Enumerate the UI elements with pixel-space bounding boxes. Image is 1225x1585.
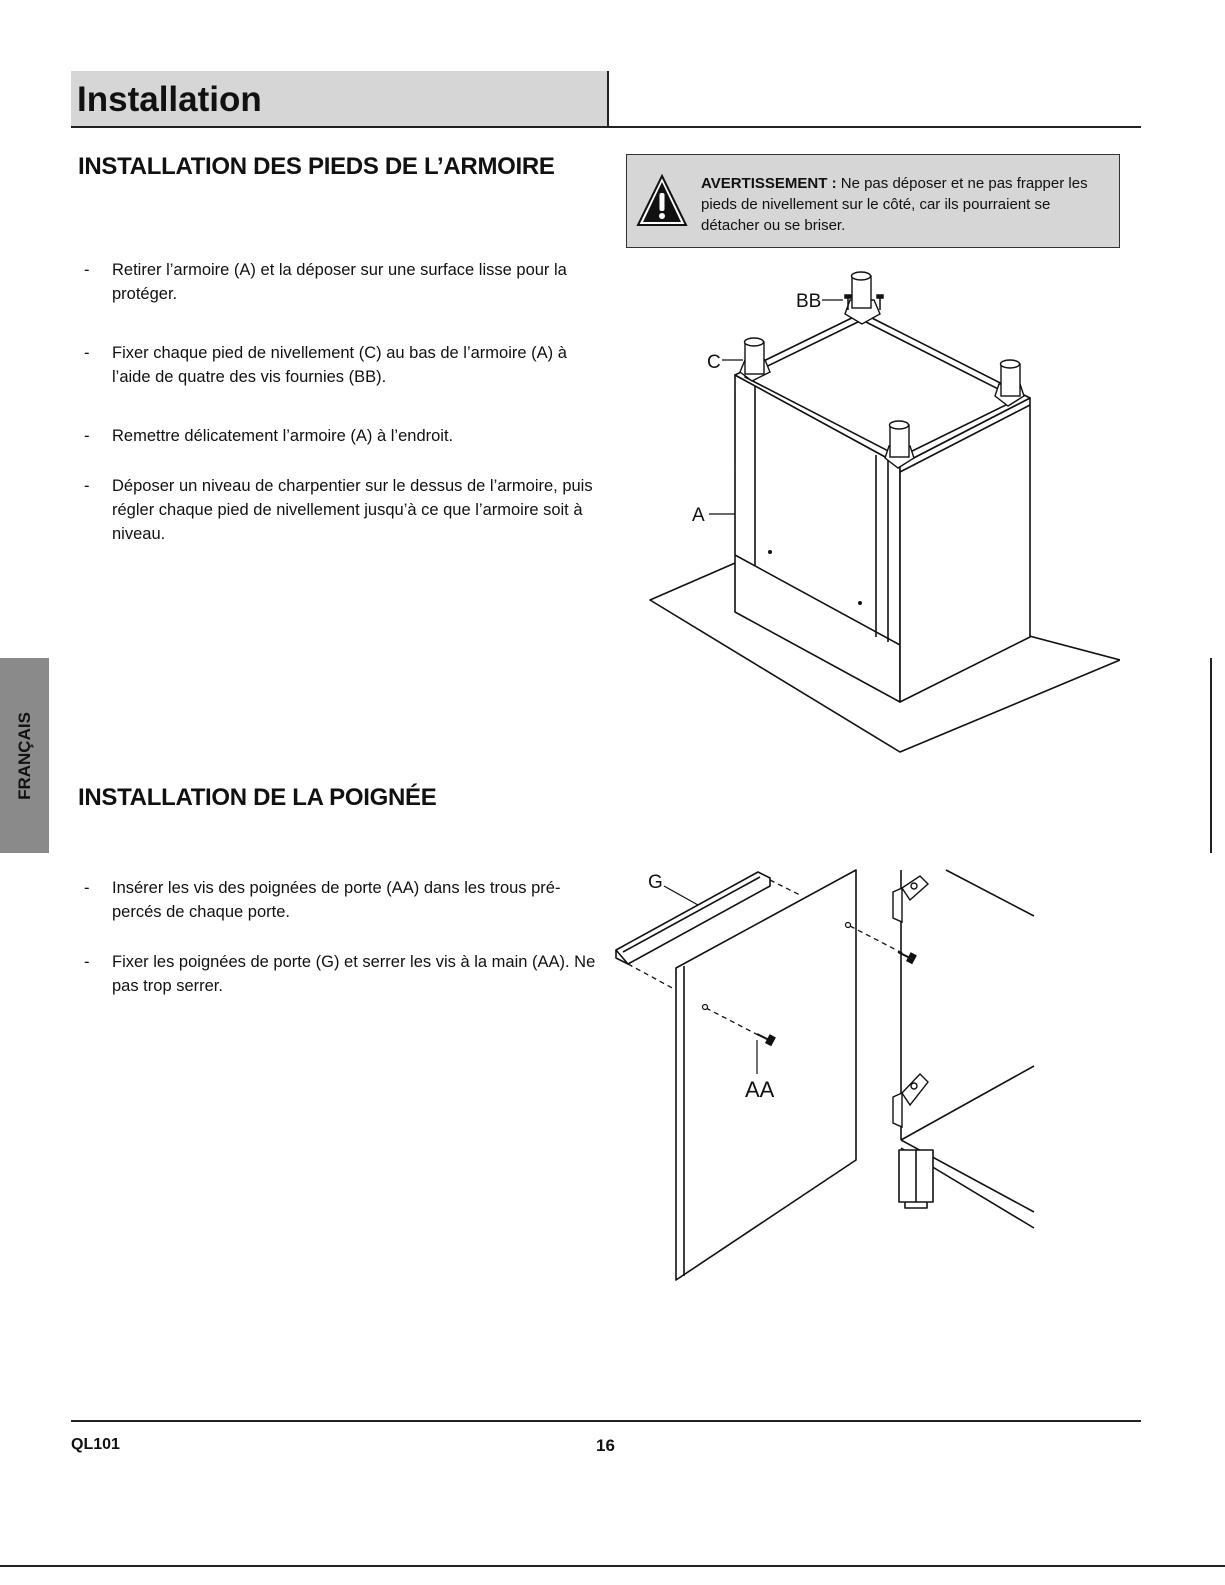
- header-rule: [71, 126, 1141, 128]
- edge-marker: [1210, 658, 1212, 853]
- language-tab: [0, 658, 49, 853]
- warning-text: [701, 173, 1106, 236]
- step-item: - Insérer les vis des poignées de porte (AA) dans les trous pré-percés de chaque porte.: [84, 876, 604, 924]
- language-tab-label: FRANÇAIS: [14, 711, 34, 800]
- section-title-handle: INSTALLATION DE LA POIGNÉE: [78, 784, 437, 811]
- label-bb: BB: [796, 291, 822, 312]
- footer-model-code: QL101: [71, 1436, 120, 1453]
- handle-installation-figure: [610, 860, 1040, 1290]
- step-item: - Remettre délicatement l’armoire (A) à l’endroit.: [84, 424, 604, 448]
- step-text: Fixer les poignées de porte (G) et serrer les vis à la main (AA). Ne pas trop serrer.: [112, 953, 596, 995]
- label-g: G: [648, 872, 663, 893]
- step-text: Retirer l’armoire (A) et la déposer sur une surface lisse pour la protéger.: [112, 261, 567, 303]
- page-title: Installation: [77, 80, 262, 119]
- warning-label: AVERTISSEMENT :: [701, 175, 837, 192]
- step-text: Insérer les vis des poignées de porte (AA) dans les trous pré-percés de chaque porte.: [112, 879, 561, 921]
- label-a: A: [692, 505, 705, 526]
- step-item: - Déposer un niveau de charpentier sur le dessus de l’armoire, puis régler chaque pied de nivellement jusqu’à ce que l’armoire soit à niveau.: [84, 474, 606, 546]
- footer-rule: [71, 1420, 1141, 1422]
- bottom-rule: [0, 1565, 1225, 1567]
- step-item: - Retirer l’armoire (A) et la déposer sur une surface lisse pour la protéger.: [84, 258, 604, 306]
- header-bar: [71, 71, 609, 126]
- label-c: C: [707, 352, 721, 373]
- label-aa: AA: [745, 1077, 775, 1102]
- warning-box: [626, 154, 1120, 248]
- warning-triangle-icon: [635, 173, 689, 229]
- step-item: - Fixer chaque pied de nivellement (C) au bas de l’armoire (A) à l’aide de quatre des vis fournies (BB).: [84, 341, 604, 389]
- page-number: 16: [596, 1436, 615, 1455]
- step-text: Remettre délicatement l’armoire (A) à l’endroit.: [112, 427, 454, 445]
- step-text: Fixer chaque pied de nivellement (C) au bas de l’armoire (A) à l’aide de quatre des vis fournies (BB).: [112, 344, 567, 386]
- cabinet-legs-figure: [640, 260, 1120, 760]
- step-text: Déposer un niveau de charpentier sur le dessus de l’armoire, puis régler chaque pied de nivellement jusqu’à ce que l’armoire soit à niveau.: [112, 477, 593, 543]
- step-item: - Fixer les poignées de porte (G) et serrer les vis à la main (AA). Ne pas trop serrer.: [84, 950, 604, 998]
- section-title-legs: INSTALLATION DES PIEDS DE L’ARMOIRE: [78, 153, 555, 180]
- warning-message: Ne pas déposer et ne pas frapper les pieds de nivellement sur le côté, car ils pourraient se détacher ou se briser.: [701, 175, 1088, 234]
